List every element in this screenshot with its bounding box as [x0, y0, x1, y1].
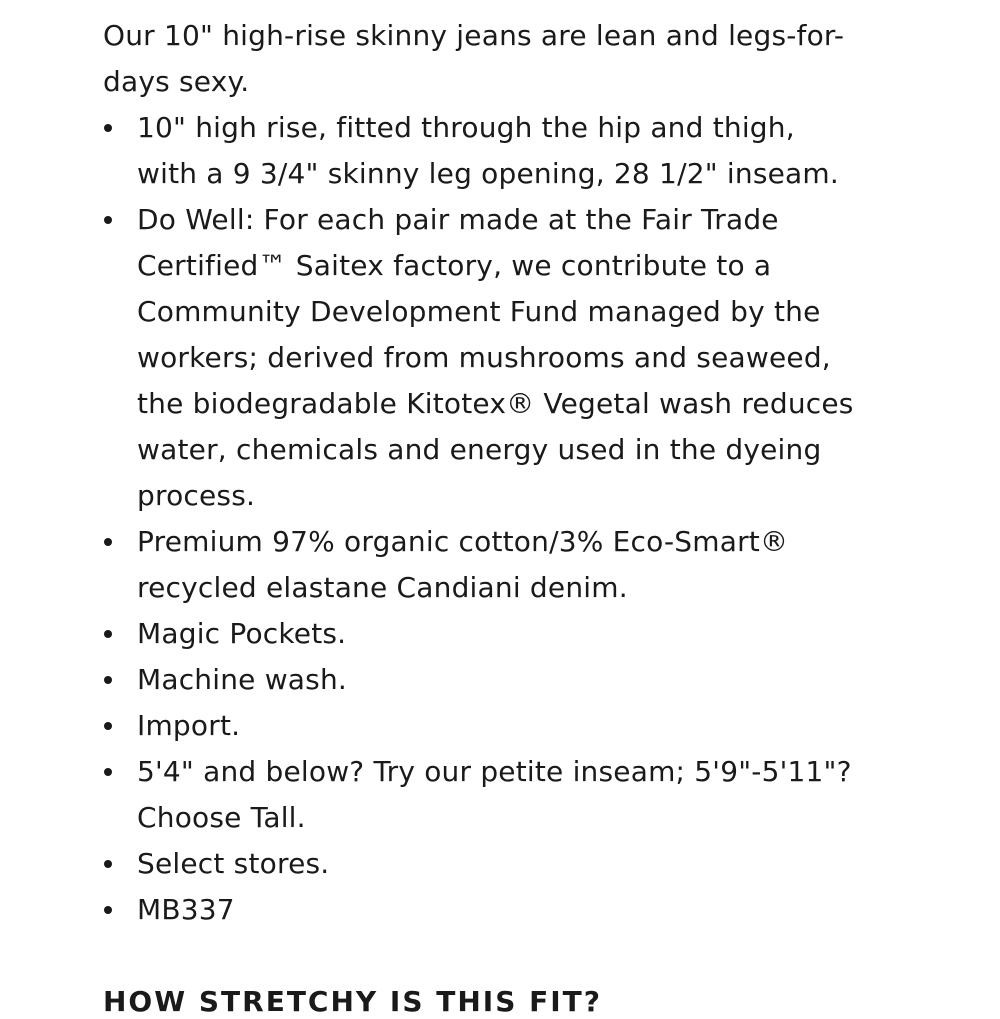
product-details — [103, 13, 863, 933]
list-item — [103, 841, 863, 887]
list-item — [103, 887, 863, 933]
list-item — [103, 105, 863, 197]
bullet-icon — [104, 630, 112, 638]
list-item-text: Do Well: For each pair made at the Fair Trade Certified™ Saitex factory, we contribute to a Community Development Fund managed by the workers; derived from mushrooms and seaweed, the biodegradable Kitotex® Vegetal wash reduces water, chemicals and energy used in the dyeing process. — [137, 203, 854, 512]
bullet-icon — [104, 768, 112, 776]
list-item — [103, 657, 863, 703]
list-item — [103, 519, 863, 611]
list-item — [103, 749, 863, 841]
list-item-text: Machine wash. — [137, 663, 348, 696]
list-item-text: Select stores. — [137, 847, 330, 880]
list-item — [103, 197, 863, 519]
bullet-icon — [104, 860, 112, 868]
bullet-icon — [104, 538, 112, 546]
list-item-text: 10" high rise, fitted through the hip and thigh, with a 9 3/4" skinny leg opening, 28 1/2" inseam. — [137, 111, 839, 190]
fit-stretch-heading: HOW STRETCHY IS THIS FIT? — [103, 985, 603, 1018]
product-feature-list — [103, 105, 863, 933]
list-item-text: Magic Pockets. — [137, 617, 347, 650]
bullet-icon — [104, 216, 112, 224]
bullet-icon — [104, 722, 112, 730]
bullet-icon — [104, 906, 112, 914]
product-description: Our 10" high-rise skinny jeans are lean and legs-for-days sexy. — [103, 19, 845, 98]
list-item-text: Import. — [137, 709, 241, 742]
list-item — [103, 611, 863, 657]
product-style-number: MB337 — [137, 893, 235, 926]
list-item-text: Premium 97% organic cotton/3% Eco-Smart® recycled elastane Candiani denim. — [137, 525, 789, 604]
bullet-icon — [104, 124, 112, 132]
bullet-icon — [104, 676, 112, 684]
list-item-text: 5'4" and below? Try our petite inseam; 5'9"-5'11"? Choose Tall. — [137, 755, 852, 834]
list-item — [103, 703, 863, 749]
